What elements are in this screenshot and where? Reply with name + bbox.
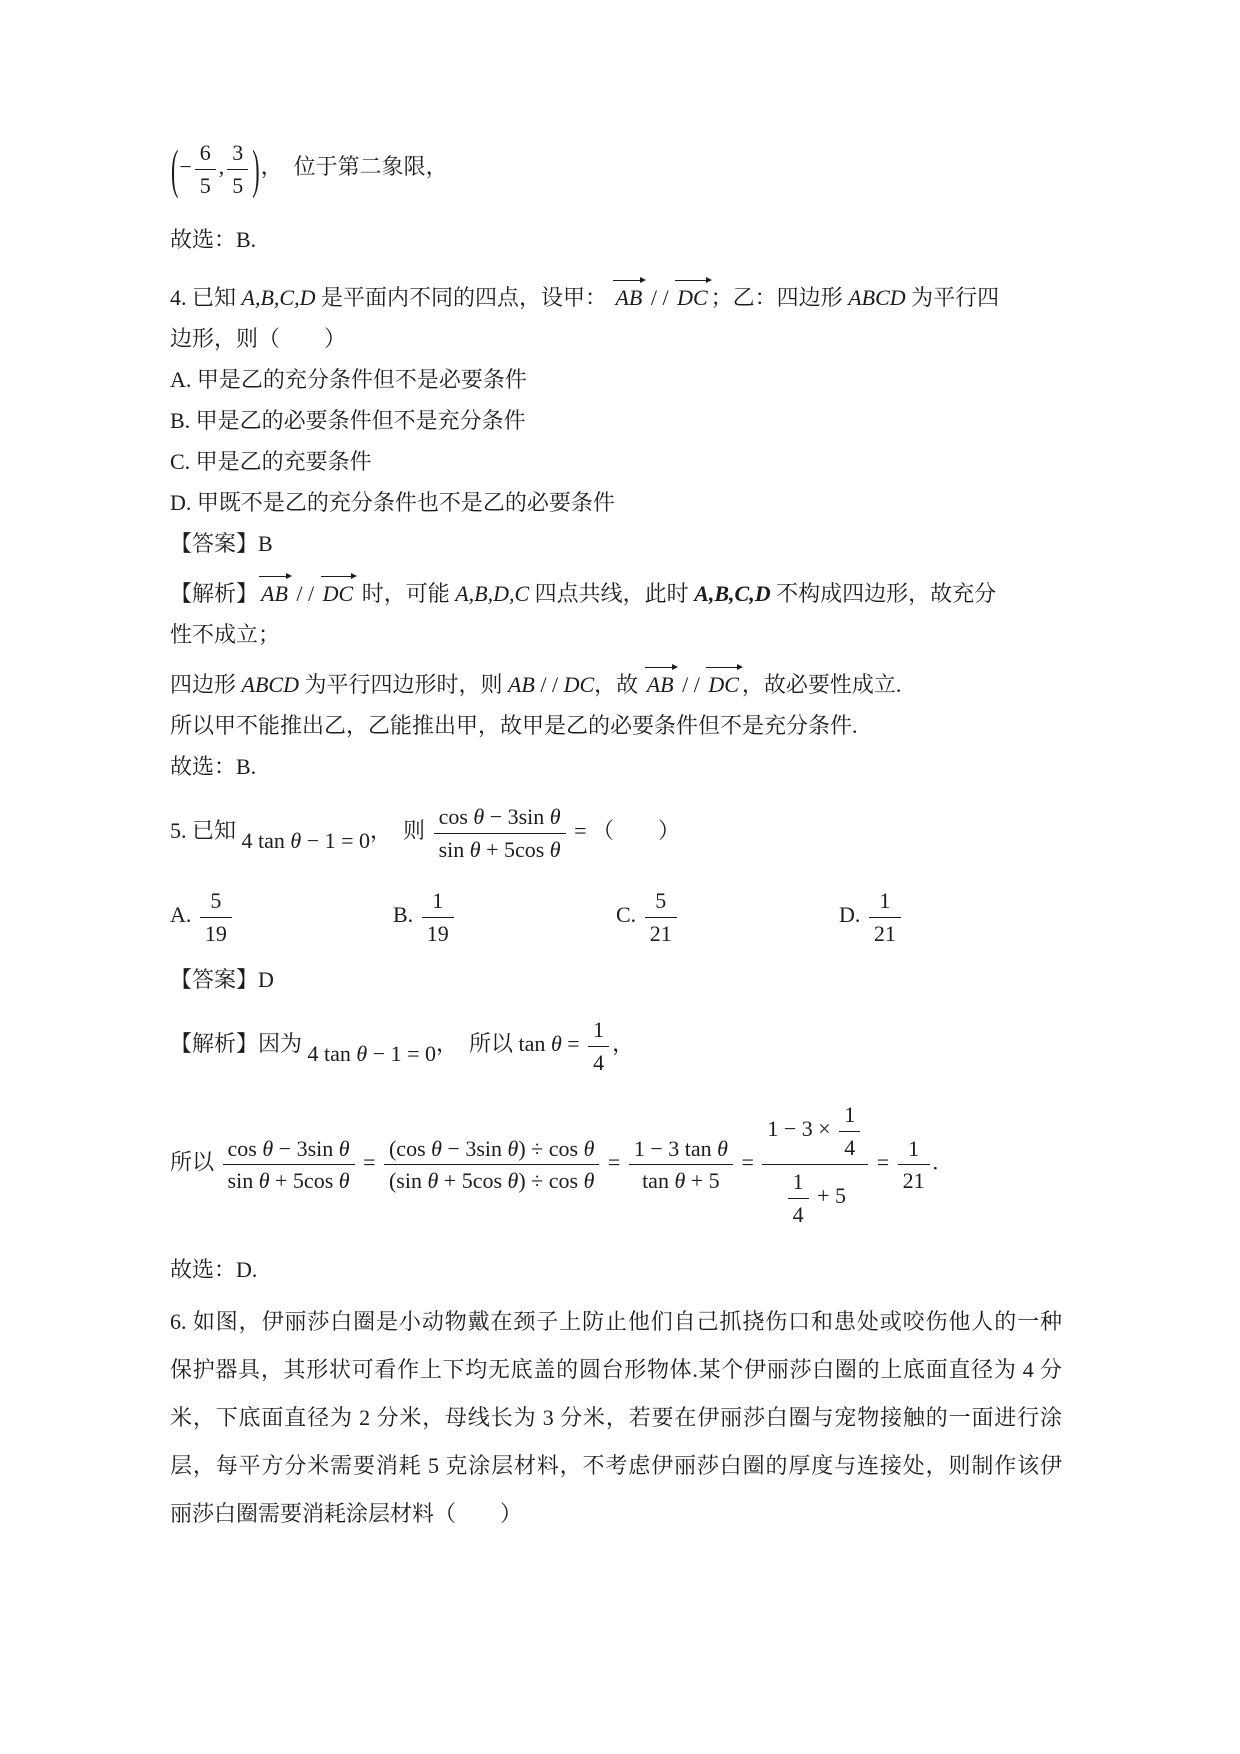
q4-answer-line: 【答案】B (170, 531, 273, 556)
q5-choose-line: 故选：D. (170, 1257, 258, 1282)
q5-option-b: B. $\frac{1}{19}$ (393, 886, 616, 948)
q6-stem-line5: 丽莎白圈需要消耗涂层材料（ ） (170, 1501, 523, 1526)
q5-analysis-equation: 所以 $\frac{\text{cos θ − 3sin θ}}{\text{sin θ + 5cos θ}}$ = $\frac{\text{(cos θ − 3sin θ) ÷ cos θ}}{\text{(sin θ + 5cos θ) ÷ cos θ}}$ = $\frac{\text{1 − 3 tan θ}}{\text{tan θ + 5}}$ = 1 − 3 × $\frac{1}{4}$ $\frac{1}{4}$ + 5 = $\frac{1}{21}$ . (170, 1099, 1062, 1230)
exam-solution-page (170, 138, 1062, 1545)
q4-option-d: D. 甲既不是乙的充分条件也不是乙的必要条件 (170, 490, 615, 515)
q4-choose-line: 故选：B. (170, 754, 257, 779)
q4-option-a: A. 甲是乙的充分条件但不是必要条件 (170, 367, 527, 392)
q6-stem-line4: 层，每平方分米需要消耗 5 克涂层材料，不考虑伊丽莎白圈的厚度与连接处，则制作该伊 (170, 1453, 1062, 1478)
q4-analysis-line3: 四边形 ABCD 为平行四边形时，则 AB / / DC，故 AB / / DC ，故必要性成立. (170, 672, 902, 697)
q3-choose-line: 故选：B. (170, 227, 257, 252)
q5-option-d: D. $\frac{1}{21}$ (839, 886, 1062, 948)
q4-option-b: B. 甲是乙的必要条件但不是充分条件 (170, 408, 526, 433)
q4-stem-line2: 边形，则（ ） (170, 326, 347, 351)
q6-stem-paragraph (170, 1305, 1062, 1528)
q4-analysis-line2: 性不成立； (170, 622, 281, 647)
q3-point-coordinates-formula: (− $\frac{6}{5}$ , $\frac{3}{5}$ )， 位于第二象限， (171, 137, 448, 200)
q5-analysis-line1: 【解析】因为 4 tan θ − 1 = 0， 所以 tan θ = $\frac{1}{4}$ ， (170, 1017, 635, 1075)
q6-stem-line2: 保护器具，其形状可看作上下均无底盖的圆台形物体.某个伊丽莎白圈的上底面直径为 4 分 (170, 1357, 1062, 1382)
q6-stem-line3: 米，下底面直径为 2 分米，母线长为 3 分米，若要在伊丽莎白圈与宠物接触的一面进行涂 (170, 1405, 1062, 1430)
q5-option-c: C. $\frac{5}{21}$ (616, 886, 839, 948)
q4-stem-line1: 4. 已知 A,B,C,D 是平面内不同的四点，设甲： AB / / DC ；乙：四边形 ABCD 为平行四 (170, 285, 1000, 310)
q4-analysis-line4: 所以甲不能推出乙，乙能推出甲，故甲是乙的必要条件但不是充分条件. (170, 713, 858, 738)
q5-option-a: A. $\frac{5}{19}$ (170, 886, 393, 948)
q5-options-row (170, 886, 1062, 948)
q5-answer-line: 【答案】D (170, 967, 274, 992)
q4-analysis-line1: 【解析】 AB / / DC 时，可能 A,B,D,C 四点共线，此时 A,B,C,D 不构成四边形，故充分 (170, 581, 997, 606)
q4-option-c: C. 甲是乙的充要条件 (170, 449, 372, 474)
q5-stem-formula: 5. 已知 4 tan θ − 1 = 0， 则 $\frac{\text{cos θ − 3sin θ}}{\text{sin θ + 5cos θ}}$ = （ ） (170, 804, 681, 862)
q6-stem-line1: 6. 如图，伊丽莎白圈是小动物戴在颈子上防止他们自己抓挠伤口和患处或咬伤他人的一种 (170, 1309, 1062, 1334)
